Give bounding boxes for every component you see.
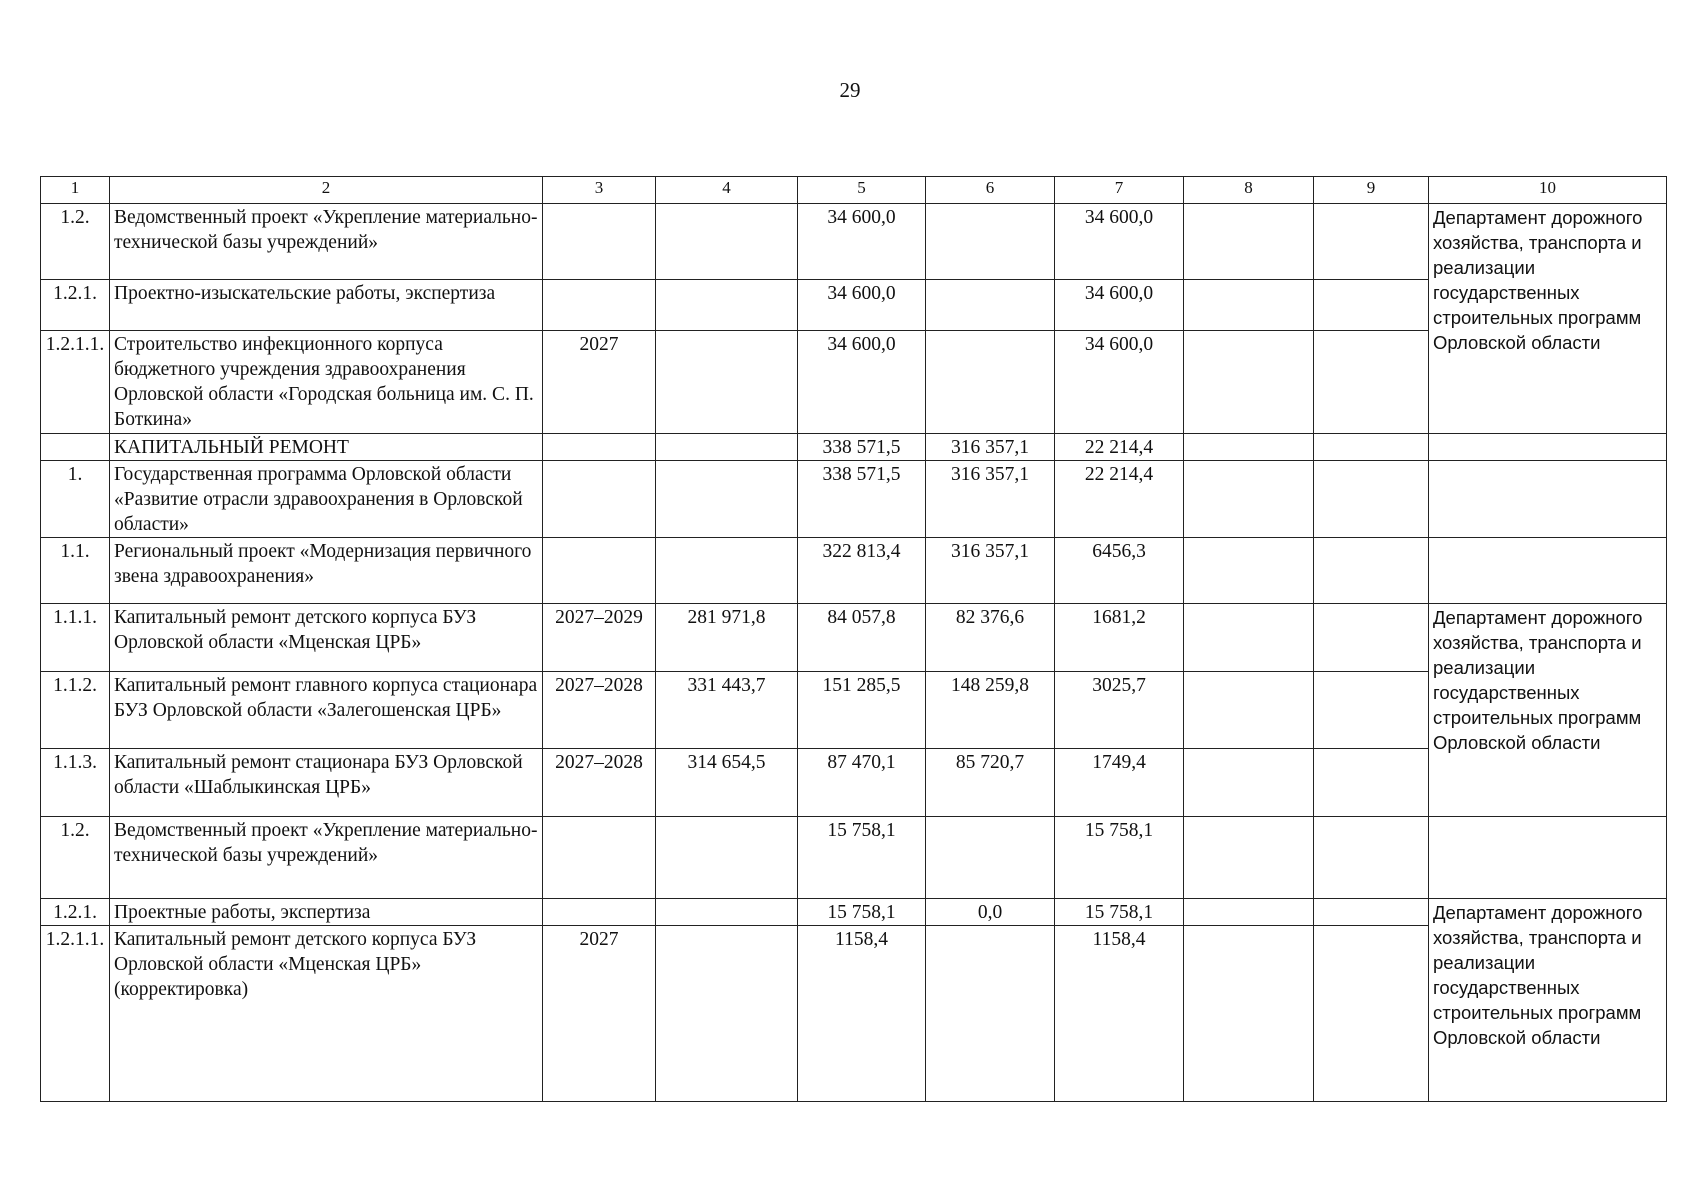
column-header: 3 — [543, 177, 656, 204]
column-header: 10 — [1429, 177, 1667, 204]
row-col6: 0,0 — [926, 899, 1055, 926]
row-col6: 316 357,1 — [926, 434, 1055, 461]
empty-department-cell — [1429, 434, 1667, 461]
row-col6 — [926, 204, 1055, 280]
row-col6 — [926, 280, 1055, 331]
row-period: 2027–2028 — [543, 749, 656, 817]
row-name: Ведомственный проект «Укрепление материально-технической базы учреждений» — [110, 817, 543, 899]
row-name: Проектные работы, экспертиза — [110, 899, 543, 926]
row-total-cost — [656, 280, 798, 331]
row-col8 — [1184, 280, 1314, 331]
row-col7: 22 214,4 — [1055, 461, 1184, 538]
row-total-cost — [656, 331, 798, 434]
row-total-cost: 314 654,5 — [656, 749, 798, 817]
table-row — [41, 204, 1667, 280]
row-col8 — [1184, 331, 1314, 434]
column-header: 9 — [1314, 177, 1429, 204]
row-col9 — [1314, 672, 1429, 749]
row-period: 2027–2028 — [543, 672, 656, 749]
row-col8 — [1184, 204, 1314, 280]
table-row — [41, 434, 1667, 461]
row-total-cost — [656, 899, 798, 926]
table-row — [41, 538, 1667, 604]
row-col9 — [1314, 817, 1429, 899]
row-number: 1.1.3. — [41, 749, 110, 817]
row-period: 2027–2029 — [543, 604, 656, 672]
responsible-department: Департамент дорожного хозяйства, транспорта и реализации государственных строительных программ Орловской области — [1429, 204, 1667, 434]
row-period — [543, 899, 656, 926]
row-col7: 3025,7 — [1055, 672, 1184, 749]
section-title: КАПИТАЛЬНЫЙ РЕМОНТ — [110, 434, 543, 461]
row-col9 — [1314, 749, 1429, 817]
row-col7: 34 600,0 — [1055, 280, 1184, 331]
row-col8 — [1184, 461, 1314, 538]
row-name: Региональный проект «Модернизация первичного звена здравоохранения» — [110, 538, 543, 604]
row-name: Государственная программа Орловской области «Развитие отрасли здравоохранения в Орловской области» — [110, 461, 543, 538]
row-period — [543, 434, 656, 461]
row-col5: 151 285,5 — [798, 672, 926, 749]
row-col5: 1158,4 — [798, 926, 926, 1102]
table-row — [41, 899, 1667, 926]
row-number: 1. — [41, 461, 110, 538]
row-total-cost — [656, 461, 798, 538]
row-col6: 85 720,7 — [926, 749, 1055, 817]
row-number — [41, 434, 110, 461]
column-header: 2 — [110, 177, 543, 204]
row-col7: 1158,4 — [1055, 926, 1184, 1102]
row-col9 — [1314, 899, 1429, 926]
row-col9 — [1314, 926, 1429, 1102]
row-col6 — [926, 331, 1055, 434]
empty-department-cell — [1429, 817, 1667, 899]
row-col5: 322 813,4 — [798, 538, 926, 604]
row-col9 — [1314, 604, 1429, 672]
column-header: 5 — [798, 177, 926, 204]
table-row — [41, 749, 1667, 817]
row-col9 — [1314, 331, 1429, 434]
row-col9 — [1314, 538, 1429, 604]
row-col5: 34 600,0 — [798, 204, 926, 280]
row-col5: 338 571,5 — [798, 461, 926, 538]
column-header: 4 — [656, 177, 798, 204]
row-col6: 316 357,1 — [926, 461, 1055, 538]
row-period — [543, 538, 656, 604]
table-row — [41, 604, 1667, 672]
table-row — [41, 461, 1667, 538]
row-period — [543, 204, 656, 280]
row-col8 — [1184, 899, 1314, 926]
row-number: 1.1. — [41, 538, 110, 604]
row-total-cost — [656, 538, 798, 604]
row-col7: 15 758,1 — [1055, 899, 1184, 926]
empty-department-cell — [1429, 538, 1667, 604]
column-header: 6 — [926, 177, 1055, 204]
row-number: 1.2. — [41, 817, 110, 899]
row-col6 — [926, 817, 1055, 899]
page-number: 29 — [839, 78, 861, 102]
row-col5: 34 600,0 — [798, 280, 926, 331]
column-number-row — [41, 177, 1667, 204]
row-col9 — [1314, 204, 1429, 280]
row-col8 — [1184, 604, 1314, 672]
row-col5: 15 758,1 — [798, 817, 926, 899]
row-number: 1.2. — [41, 204, 110, 280]
table-row — [41, 280, 1667, 331]
row-total-cost — [656, 434, 798, 461]
row-col7: 6456,3 — [1055, 538, 1184, 604]
row-period — [543, 461, 656, 538]
row-col6: 148 259,8 — [926, 672, 1055, 749]
row-name: Ведомственный проект «Укрепление материально-технической базы учреждений» — [110, 204, 543, 280]
row-col5: 87 470,1 — [798, 749, 926, 817]
row-name: Проектно-изыскательские работы, экспертиза — [110, 280, 543, 331]
row-col6 — [926, 926, 1055, 1102]
table-row — [41, 926, 1667, 1102]
column-header: 1 — [41, 177, 110, 204]
row-col9 — [1314, 280, 1429, 331]
row-period: 2027 — [543, 331, 656, 434]
row-col6: 82 376,6 — [926, 604, 1055, 672]
row-total-cost: 281 971,8 — [656, 604, 798, 672]
row-col7: 1681,2 — [1055, 604, 1184, 672]
row-col7: 34 600,0 — [1055, 331, 1184, 434]
row-col9 — [1314, 434, 1429, 461]
row-total-cost: 331 443,7 — [656, 672, 798, 749]
row-col5: 338 571,5 — [798, 434, 926, 461]
row-col8 — [1184, 926, 1314, 1102]
row-number: 1.2.1. — [41, 280, 110, 331]
row-number: 1.2.1. — [41, 899, 110, 926]
row-name: Капитальный ремонт детского корпуса БУЗ Орловской области «Мценская ЦРБ» — [110, 604, 543, 672]
row-col7: 22 214,4 — [1055, 434, 1184, 461]
row-col7: 34 600,0 — [1055, 204, 1184, 280]
row-number: 1.1.1. — [41, 604, 110, 672]
row-col6: 316 357,1 — [926, 538, 1055, 604]
row-col8 — [1184, 749, 1314, 817]
row-total-cost — [656, 817, 798, 899]
table-row — [41, 672, 1667, 749]
row-total-cost — [656, 204, 798, 280]
responsible-department: Департамент дорожного хозяйства, транспорта и реализации государственных строительных программ Орловской области — [1429, 899, 1667, 1102]
row-number: 1.1.2. — [41, 672, 110, 749]
row-name: Капитальный ремонт главного корпуса стационара БУЗ Орловской области «Залегошенская ЦРБ» — [110, 672, 543, 749]
row-col7: 1749,4 — [1055, 749, 1184, 817]
row-name: Капитальный ремонт детского корпуса БУЗ Орловской области «Мценская ЦРБ» (корректировка) — [110, 926, 543, 1102]
row-number: 1.2.1.1. — [41, 926, 110, 1102]
row-col8 — [1184, 817, 1314, 899]
row-name: Строительство инфекционного корпуса бюджетного учреждения здравоохранения Орловской области «Городская больница им. С. П. Боткина» — [110, 331, 543, 434]
row-col9 — [1314, 461, 1429, 538]
table-row — [41, 331, 1667, 434]
row-col8 — [1184, 434, 1314, 461]
column-header: 8 — [1184, 177, 1314, 204]
row-name: Капитальный ремонт стационара БУЗ Орловской области «Шаблыкинская ЦРБ» — [110, 749, 543, 817]
row-col8 — [1184, 538, 1314, 604]
row-total-cost — [656, 926, 798, 1102]
row-col5: 34 600,0 — [798, 331, 926, 434]
column-header: 7 — [1055, 177, 1184, 204]
table-row — [41, 817, 1667, 899]
program-table — [40, 176, 1667, 1102]
row-col8 — [1184, 672, 1314, 749]
row-col5: 84 057,8 — [798, 604, 926, 672]
row-period — [543, 280, 656, 331]
row-col5: 15 758,1 — [798, 899, 926, 926]
row-col7: 15 758,1 — [1055, 817, 1184, 899]
row-number: 1.2.1.1. — [41, 331, 110, 434]
empty-department-cell — [1429, 461, 1667, 538]
row-period — [543, 817, 656, 899]
responsible-department: Департамент дорожного хозяйства, транспорта и реализации государственных строительных программ Орловской области — [1429, 604, 1667, 817]
row-period: 2027 — [543, 926, 656, 1102]
